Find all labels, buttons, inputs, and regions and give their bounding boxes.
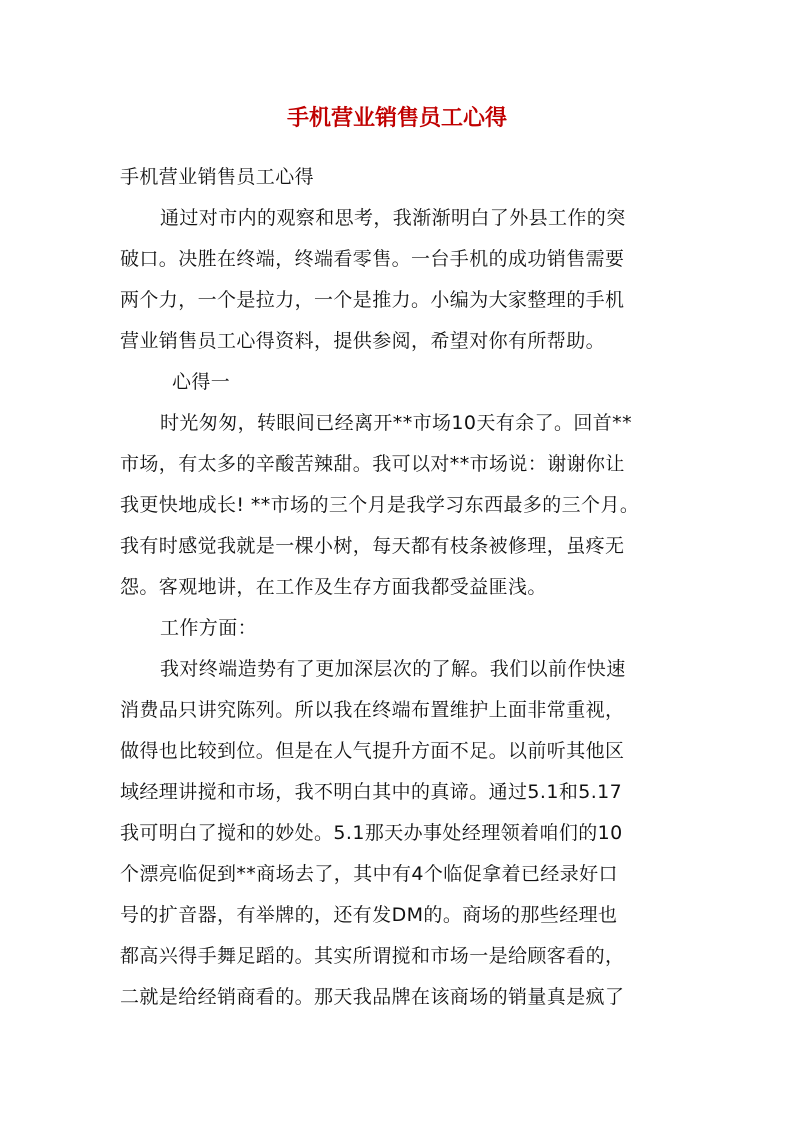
section-heading: 心得一 bbox=[172, 371, 231, 393]
body-line: 二就是给经销商看的。那天我品牌在该商场的销量真是疯了 bbox=[120, 986, 625, 1008]
body-line: 做得也比较到位。但是在人气提升方面不足。以前听其他区 bbox=[120, 740, 625, 762]
body-line: 我对终端造势有了更加深层次的了解。我们以前作快速 bbox=[160, 658, 626, 680]
body-line: 域经理讲搅和市场，我不明白其中的真谛。通过5.1和5.17 bbox=[120, 781, 623, 803]
body-line: 通过对市内的观察和思考，我渐渐明白了外县工作的突 bbox=[160, 207, 626, 229]
body-line: 破口。决胜在终端，终端看零售。一台手机的成功销售需要 bbox=[120, 248, 625, 270]
body-line: 怨。客观地讲，在工作及生存方面我都受益匪浅。 bbox=[120, 576, 547, 598]
document-title: 手机营业销售员工心得 bbox=[286, 105, 507, 131]
body-line: 都高兴得手舞足蹈的。其实所谓搅和市场一是给顾客看的， bbox=[120, 945, 625, 967]
body-line: 消费品只讲究陈列。所以我在终端布置维护上面非常重视， bbox=[120, 699, 625, 721]
subtitle-line: 手机营业销售员工心得 bbox=[120, 166, 315, 188]
section-heading: 工作方面： bbox=[160, 617, 258, 639]
body-line: 我更快地成长! **市场的三个月是我学习东西最多的三个月。 bbox=[120, 494, 640, 516]
body-line: 我可明白了搅和的妙处。5.1那天办事处经理领着咱们的10 bbox=[120, 822, 623, 844]
body-line: 号的扩音器，有举牌的，还有发DM的。商场的那些经理也 bbox=[120, 904, 618, 926]
body-line: 两个力，一个是拉力，一个是推力。小编为大家整理的手机 bbox=[120, 289, 625, 311]
body-line: 时光匆匆，转眼间已经离开**市场10天有余了。回首** bbox=[160, 412, 632, 434]
body-line: 市场，有太多的辛酸苦辣甜。我可以对**市场说：谢谢你让 bbox=[120, 453, 625, 475]
body-line: 营业销售员工心得资料，提供参阅，希望对你有所帮助。 bbox=[120, 330, 606, 352]
body-line: 个漂亮临促到**商场去了，其中有4个临促拿着已经录好口 bbox=[120, 863, 618, 885]
body-line: 我有时感觉我就是一棵小树，每天都有枝条被修理，虽疼无 bbox=[120, 535, 625, 557]
